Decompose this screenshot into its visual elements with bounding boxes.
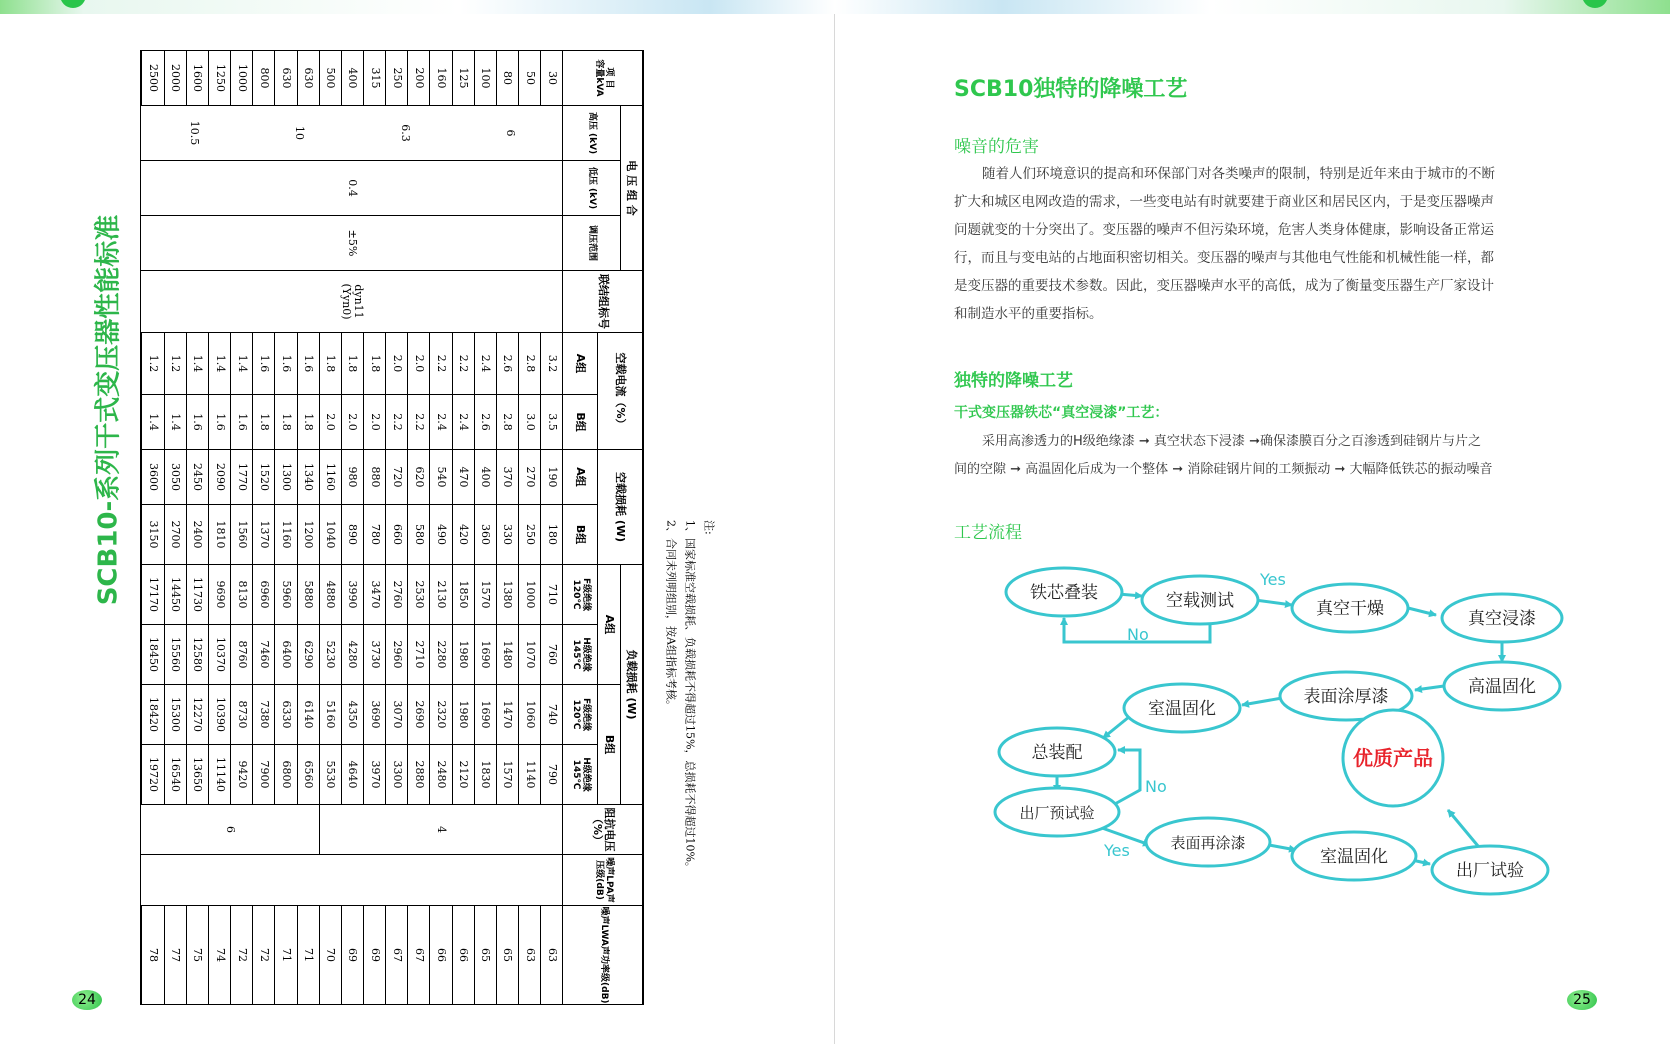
process-line-1: 采用高渗透力的H级绝缘漆 ➞ 真空状态下浸漆 ➞确保漆膜百分之百渗透到硅钢片与片之: [982, 434, 1481, 449]
harm-line-1: 随着人们环境意识的提高和环保部门对各类噪声的限制，特别是近年来由于城市的不断: [982, 166, 1495, 182]
cell-load-b-f: 2690: [408, 685, 430, 745]
cell-load-b-f: 18420: [141, 685, 164, 745]
cell-noload-a: 270: [518, 450, 540, 505]
conn-2: (Yyn0): [339, 283, 353, 320]
header-current-b: B组: [563, 395, 598, 450]
left-page-title-wrap: [88, 80, 124, 740]
cell-load-b-f: 740: [541, 685, 563, 745]
cell-tap: ±5%: [141, 216, 563, 271]
header-noload-b: B组: [563, 505, 598, 565]
section-noise-harm-body: [954, 160, 1594, 188]
cell-impedance-6: 6: [141, 805, 319, 855]
edge-6-7: [1242, 698, 1282, 705]
cell-load-a-h: 6400: [275, 625, 297, 685]
cell-lwa: 72: [253, 906, 275, 1005]
cell-lwa: 66: [452, 906, 474, 1005]
cell-noload-a: 370: [496, 450, 518, 505]
node-6-label: 表面涂厚漆: [1303, 687, 1389, 707]
cell-load-a-f: 4880: [319, 565, 341, 625]
cell-load-a-f: 6960: [253, 565, 275, 625]
header-lpa: 噪声LPA声压级(dB): [563, 855, 643, 906]
cell-load-a-f: 710: [541, 565, 563, 625]
cell-noload-b: 360: [474, 505, 496, 565]
cell-current-b: 2.4: [430, 395, 452, 450]
cell-noload-b: 490: [430, 505, 452, 565]
cell-noload-a: 1300: [275, 450, 297, 505]
right-page-title: SCB10独特的降噪工艺: [954, 77, 1188, 102]
hv-10: 10: [293, 126, 307, 140]
cell-lwa: 65: [496, 906, 518, 1005]
cell-load-b-f: 8730: [231, 685, 253, 745]
node-9-label: 出厂预试验: [1019, 804, 1095, 822]
cell-capacity: 2500: [141, 51, 164, 106]
cell-noload-a: 620: [408, 450, 430, 505]
cell-capacity: 80: [496, 51, 518, 106]
cell-current-b: 2.2: [386, 395, 408, 450]
cell-load-a-h: 3730: [363, 625, 385, 685]
cell-load-a-f: 1570: [474, 565, 496, 625]
cell-lwa: 71: [275, 906, 297, 1005]
header-load-group-a: A组: [598, 565, 620, 685]
page-gutter: [834, 0, 835, 1044]
cell-current-b: 2.0: [341, 395, 363, 450]
cell-current-b: 1.8: [253, 395, 275, 450]
cell-current-b: 2.6: [474, 395, 496, 450]
cell-capacity: 1600: [186, 51, 208, 106]
cell-load-a-h: 1980: [452, 625, 474, 685]
cell-current-a: 1.8: [319, 333, 341, 395]
cell-lwa: 75: [186, 906, 208, 1005]
header-connection: 联结组标号: [563, 271, 643, 333]
cell-capacity: 2000: [164, 51, 186, 106]
cell-load-b-f: 1690: [474, 685, 496, 745]
cell-lwa: 69: [341, 906, 363, 1005]
cell-lwa: 65: [474, 906, 496, 1005]
cell-noload-b: 780: [363, 505, 385, 565]
cell-noload-a: 2090: [208, 450, 230, 505]
cell-load-b-f: 15300: [164, 685, 186, 745]
cell-load-b-h: 16540: [164, 745, 186, 805]
hv-63: 6.3: [398, 124, 412, 142]
cell-current-a: 2.8: [518, 333, 540, 395]
section-flow-heading: 工艺流程: [954, 523, 1022, 543]
cell-capacity: 630: [297, 51, 319, 106]
header-lv: 低压 (kV): [563, 161, 620, 216]
cell-capacity: 800: [253, 51, 275, 106]
header-noload-current: 空载电流（%）: [598, 333, 643, 450]
label-no-1: No: [1127, 625, 1149, 644]
node-1-label: 铁芯叠装: [1030, 583, 1098, 603]
cell-current-a: 2.0: [386, 333, 408, 395]
node-4-label: 真空浸漆: [1468, 609, 1536, 629]
cell-noload-b: 420: [452, 505, 474, 565]
process-lines: [954, 428, 1594, 484]
cell-load-a-f: 14450: [164, 565, 186, 625]
cell-load-a-f: 2760: [386, 565, 408, 625]
cell-current-b: 2.2: [408, 395, 430, 450]
left-header-band: [0, 0, 835, 14]
cell-load-b-h: 3970: [363, 745, 385, 805]
cell-load-b-f: 3070: [386, 685, 408, 745]
cell-lwa: 63: [518, 906, 540, 1005]
cell-load-a-f: 3470: [363, 565, 385, 625]
header-b-f: F级绝缘120℃: [563, 685, 598, 745]
cell-current-a: 1.4: [186, 333, 208, 395]
hv-105: 10.5: [188, 120, 202, 146]
cell-load-a-f: 3990: [341, 565, 363, 625]
notes-label: 注:: [702, 520, 716, 535]
spec-table-rotator: [140, 50, 644, 1005]
cell-lwa: 67: [408, 906, 430, 1005]
cell-lv: 0.4: [141, 161, 563, 216]
cell-current-a: 1.6: [275, 333, 297, 395]
label-yes-2: Yes: [1104, 841, 1130, 860]
cell-load-b-f: 1470: [496, 685, 518, 745]
label-yes-1: Yes: [1260, 570, 1286, 589]
edge-3-4: [1408, 608, 1436, 615]
cell-load-a-h: 2960: [386, 625, 408, 685]
table-row: [541, 51, 563, 1005]
cell-capacity: 125: [452, 51, 474, 106]
table-notes-wrap: [660, 520, 720, 960]
cell-capacity: 630: [275, 51, 297, 106]
cell-capacity: 30: [541, 51, 563, 106]
cell-load-a-h: 18450: [141, 625, 164, 685]
cell-noload-b: 1200: [297, 505, 319, 565]
cell-noload-b: 2700: [164, 505, 186, 565]
cell-load-b-h: 2480: [430, 745, 452, 805]
cell-noload-a: 190: [541, 450, 563, 505]
cell-load-a-f: 9690: [208, 565, 230, 625]
cell-current-a: 2.2: [452, 333, 474, 395]
cell-load-a-h: 1070: [518, 625, 540, 685]
node-3-label: 真空干燥: [1316, 599, 1384, 619]
node-2-label: 空载测试: [1166, 591, 1234, 611]
note-2: 2、合同未列明组别，按A组指标考核。: [664, 520, 678, 711]
cell-current-a: 3.2: [541, 333, 563, 395]
cell-current-a: 1.6: [253, 333, 275, 395]
cell-load-a-f: 8130: [231, 565, 253, 625]
header-impedance: 阻抗电压（%）: [563, 805, 643, 855]
cell-load-a-f: 2130: [430, 565, 452, 625]
cell-lwa: 66: [430, 906, 452, 1005]
cell-current-b: 2.8: [496, 395, 518, 450]
cell-load-b-f: 7380: [253, 685, 275, 745]
cell-capacity: 1000: [231, 51, 253, 106]
cell-noload-b: 890: [341, 505, 363, 565]
page-number-left: 24: [72, 990, 102, 1010]
cell-load-b-h: 2120: [452, 745, 474, 805]
cell-load-b-h: 19720: [141, 745, 164, 805]
cell-load-b-h: 1140: [518, 745, 540, 805]
process-line-2: 间的空隙 ➞ 高温固化后成为一个整体 ➞ 消除硅钢片间的工频振动 ➞ 大幅降低铁芯的振动噪音: [954, 462, 1493, 477]
cell-load-b-h: 3300: [386, 745, 408, 805]
cell-lwa: 67: [386, 906, 408, 1005]
cell-load-a-h: 4280: [341, 625, 363, 685]
cell-load-b-h: 1830: [474, 745, 496, 805]
section-process-heading: 独特的降噪工艺: [954, 371, 1073, 391]
cell-load-b-h: 5530: [319, 745, 341, 805]
section-process-subheading: 干式变压器铁芯“真空浸漆”工艺：: [954, 405, 1169, 421]
cell-hv: [141, 106, 563, 161]
cell-current-b: 1.8: [275, 395, 297, 450]
cell-load-a-h: 2280: [430, 625, 452, 685]
cell-capacity: 500: [319, 51, 341, 106]
header-b-h: H级绝缘145℃: [563, 745, 598, 805]
cell-noload-a: 1340: [297, 450, 319, 505]
cell-load-b-h: 6560: [297, 745, 319, 805]
cell-lpa-blank: [141, 855, 563, 906]
cell-current-a: 2.2: [430, 333, 452, 395]
harm-line-2: 扩大和城区电网改造的需求，一些变电站有时就要建于商业区和居民区内，于是变压器噪声: [954, 194, 1494, 210]
cell-noload-a: 3600: [141, 450, 164, 505]
node-12-label: 出厂试验: [1456, 861, 1524, 881]
header-a-f: F级绝缘120℃: [563, 565, 598, 625]
cell-lwa: 78: [141, 906, 164, 1005]
cell-noload-a: 1770: [231, 450, 253, 505]
edge-12-13: [1448, 810, 1478, 846]
header-noload-loss: 空载损耗 (W): [598, 450, 643, 565]
harm-line-6: 和制造水平的重要指标。: [954, 306, 1103, 322]
cell-load-b-h: 13650: [186, 745, 208, 805]
cell-lwa: 71: [297, 906, 319, 1005]
cell-current-b: 2.0: [319, 395, 341, 450]
cell-load-a-h: 760: [541, 625, 563, 685]
harm-lines: [954, 188, 1594, 328]
cell-lwa: 74: [208, 906, 230, 1005]
cell-noload-b: 1560: [231, 505, 253, 565]
cell-load-a-h: 1480: [496, 625, 518, 685]
cell-current-b: 1.4: [141, 395, 164, 450]
cell-noload-a: 1520: [253, 450, 275, 505]
cell-capacity: 100: [474, 51, 496, 106]
header-load-loss: 负载损耗 (W): [620, 565, 643, 805]
cell-current-a: 2.0: [408, 333, 430, 395]
cell-current-b: 3.0: [518, 395, 540, 450]
cell-capacity: 160: [430, 51, 452, 106]
hv-6: 6: [503, 129, 517, 137]
header-lwa: 噪声LWA声功率级(dB): [563, 906, 643, 1005]
cell-load-a-h: 15560: [164, 625, 186, 685]
cell-noload-b: 1160: [275, 505, 297, 565]
cell-noload-a: 470: [452, 450, 474, 505]
cell-current-b: 1.6: [231, 395, 253, 450]
spec-table-wrap: [140, 50, 644, 1005]
cell-current-a: 1.2: [141, 333, 164, 395]
header-tap: 调压范围: [563, 216, 620, 271]
cell-current-b: 2.4: [452, 395, 474, 450]
harm-line-5: 是变压器的重要技术参数。因此，变压器噪声水平的高低，成为了衡量变压器生产厂家设计: [954, 278, 1494, 294]
cell-noload-b: 1810: [208, 505, 230, 565]
left-page-title: SCB10-系列干式变压器性能标准: [93, 214, 124, 606]
cell-noload-a: 540: [430, 450, 452, 505]
header-load-group-b: B组: [598, 685, 620, 805]
cell-current-b: 1.8: [297, 395, 319, 450]
cell-load-a-f: 11730: [186, 565, 208, 625]
cell-current-b: 1.4: [164, 395, 186, 450]
cell-load-b-h: 1570: [496, 745, 518, 805]
cell-load-b-f: 6330: [275, 685, 297, 745]
cell-capacity: 250: [386, 51, 408, 106]
cell-load-b-f: 6140: [297, 685, 319, 745]
cell-capacity: 315: [363, 51, 385, 106]
cell-current-b: 2.0: [363, 395, 385, 450]
cell-capacity: 1250: [208, 51, 230, 106]
cell-noload-b: 2400: [186, 505, 208, 565]
cell-current-a: 1.4: [208, 333, 230, 395]
cell-load-a-h: 8760: [231, 625, 253, 685]
label-no-2: No: [1145, 777, 1167, 796]
cell-load-a-f: 5960: [275, 565, 297, 625]
cell-current-a: 1.2: [164, 333, 186, 395]
process-flowchart: [990, 560, 1590, 900]
cell-noload-b: 1370: [253, 505, 275, 565]
cell-current-b: 1.6: [208, 395, 230, 450]
node-13-label: 优质产品: [1353, 746, 1433, 770]
node-5-label: 高温固化: [1468, 677, 1536, 697]
node-8-label: 总装配: [1031, 743, 1083, 763]
node-7-label: 室温固化: [1148, 699, 1216, 719]
cell-load-b-f: 10390: [208, 685, 230, 745]
cell-load-b-h: 4640: [341, 745, 363, 805]
node-10-label: 表面再涂漆: [1170, 834, 1246, 852]
header-voltage-group: 电 压 组 合: [620, 106, 643, 271]
cell-load-b-f: 12270: [186, 685, 208, 745]
edge-2-3: [1255, 600, 1292, 605]
cell-load-a-h: 10370: [208, 625, 230, 685]
cell-capacity: 400: [341, 51, 363, 106]
cell-connection: [141, 271, 563, 333]
right-header-band: [835, 0, 1670, 14]
cell-load-b-h: 6800: [275, 745, 297, 805]
cell-load-b-f: 1060: [518, 685, 540, 745]
header-current-a: A组: [563, 333, 598, 395]
cell-current-a: 2.6: [496, 333, 518, 395]
harm-line-3: 问题就变的十分突出了。变压器的噪声不但污染环境，危害人类身体健康，影响设备正常运: [954, 222, 1494, 238]
cell-load-b-h: 11140: [208, 745, 230, 805]
edge-9-8-no: [1113, 750, 1140, 805]
page-number-right: 25: [1567, 990, 1597, 1010]
cell-current-a: 2.4: [474, 333, 496, 395]
cell-load-a-f: 2530: [408, 565, 430, 625]
cell-lwa: 69: [363, 906, 385, 1005]
cell-noload-a: 3050: [164, 450, 186, 505]
cell-lwa: 63: [541, 906, 563, 1005]
cell-load-a-h: 5230: [319, 625, 341, 685]
cell-lwa: 77: [164, 906, 186, 1005]
cell-load-b-h: 7900: [253, 745, 275, 805]
cell-current-b: 1.6: [186, 395, 208, 450]
node-11-label: 室温固化: [1320, 847, 1388, 867]
cell-noload-a: 1160: [319, 450, 341, 505]
cell-noload-a: 880: [363, 450, 385, 505]
cell-load-a-h: 1690: [474, 625, 496, 685]
cell-noload-b: 1040: [319, 505, 341, 565]
note-1: 1、国家标准空载损耗、负载损耗不得超过15%，总损耗不得超过10%。: [683, 520, 697, 873]
cell-current-a: 1.4: [231, 333, 253, 395]
cell-noload-a: 400: [474, 450, 496, 505]
cell-load-a-h: 7460: [253, 625, 275, 685]
cell-current-a: 1.6: [297, 333, 319, 395]
cell-load-b-f: 5160: [319, 685, 341, 745]
cell-load-a-f: 1000: [518, 565, 540, 625]
cell-load-b-h: 2880: [408, 745, 430, 805]
cell-impedance-4: 4: [319, 805, 563, 855]
conn-1: dyn11: [351, 284, 365, 319]
cell-load-a-h: 2710: [408, 625, 430, 685]
cell-load-b-f: 2320: [430, 685, 452, 745]
cell-current-a: 1.8: [363, 333, 385, 395]
header-item-capacity: 项 目 容量kVA: [563, 51, 643, 106]
cell-load-b-f: 3690: [363, 685, 385, 745]
cell-capacity: 50: [518, 51, 540, 106]
cell-load-a-f: 1380: [496, 565, 518, 625]
cell-lwa: 72: [231, 906, 253, 1005]
edge-5-6: [1415, 686, 1444, 690]
cell-load-b-f: 1980: [452, 685, 474, 745]
harm-line-4: 行，而且与变电站的占地面积密切相关。变压器的噪声与其他电气性能和机械性能一样，都: [954, 250, 1494, 266]
header-a-h: H级绝缘145℃: [563, 625, 598, 685]
cell-load-a-f: 5880: [297, 565, 319, 625]
cell-noload-b: 580: [408, 505, 430, 565]
table-notes: [662, 520, 719, 960]
cell-noload-a: 2450: [186, 450, 208, 505]
cell-capacity: 200: [408, 51, 430, 106]
spec-table: [140, 50, 644, 1005]
cell-noload-b: 250: [518, 505, 540, 565]
cell-current-a: 1.8: [341, 333, 363, 395]
cell-load-a-h: 6290: [297, 625, 319, 685]
cell-current-b: 3.5: [541, 395, 563, 450]
cell-load-a-f: 1850: [452, 565, 474, 625]
cell-noload-b: 180: [541, 505, 563, 565]
cell-noload-a: 980: [341, 450, 363, 505]
cell-load-a-h: 12580: [186, 625, 208, 685]
section-noise-harm-heading: 噪音的危害: [954, 137, 1039, 157]
cell-noload-b: 660: [386, 505, 408, 565]
cell-load-a-f: 17170: [141, 565, 164, 625]
header-hv: 高压 (kV): [563, 106, 620, 161]
cell-noload-b: 3150: [141, 505, 164, 565]
cell-noload-a: 720: [386, 450, 408, 505]
cell-lwa: 70: [319, 906, 341, 1005]
cell-load-b-h: 790: [541, 745, 563, 805]
header-noload-a: A组: [563, 450, 598, 505]
cell-load-b-h: 9420: [231, 745, 253, 805]
cell-noload-b: 330: [496, 505, 518, 565]
cell-load-b-f: 4350: [341, 685, 363, 745]
